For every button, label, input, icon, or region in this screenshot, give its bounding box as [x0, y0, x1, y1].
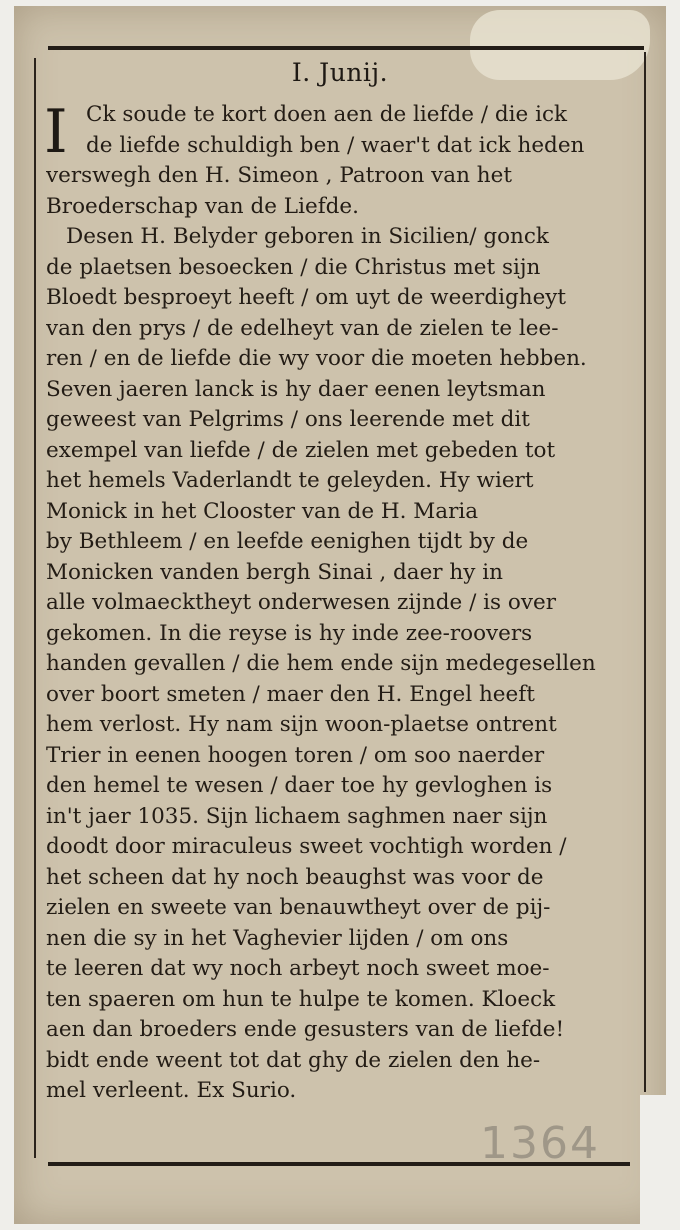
- frame-right-rule: [644, 52, 646, 1092]
- text-line: verswegh den H. Simeon , Patroon van het: [46, 163, 513, 188]
- text-line: handen gevallen / die hem ende sijn medegesellen: [46, 651, 596, 676]
- text-line: den hemel te wesen / daer toe hy gevloghen is: [46, 773, 553, 798]
- text-line: Bloedt besproeyt heeft / om uyt de weerdigheyt: [46, 285, 567, 310]
- text-line: Monicken vanden bergh Sinai , daer hy in: [46, 559, 503, 585]
- text-line: van den prys / de edelheyt van de zielen te lee-: [46, 315, 559, 341]
- drop-cap: I: [44, 97, 68, 167]
- text-line: Desen H. Belyder geboren in Sicilien/ gonck: [66, 224, 549, 249]
- text-line: Ck soude te kort doen aen de liefde / die ick: [86, 102, 568, 127]
- text-line: mel verleent. Ex Surio.: [46, 1078, 297, 1103]
- text-line: ren / en de liefde die wy voor die moeten hebben.: [46, 346, 587, 371]
- torn-corner: [640, 1095, 680, 1225]
- text-line: over boort smeten / maer den H. Engel heeft: [46, 681, 535, 707]
- date-heading: I. Junij.: [291, 58, 389, 87]
- pencil-inventory-number: 1364: [480, 1118, 600, 1169]
- text-line: aen dan broeders ende gesusters van de liefde!: [46, 1017, 565, 1042]
- text-line: het scheen dat hy noch beaughst was voor de: [46, 864, 544, 890]
- text-line: geweest van Pelgrims / ons leerende met dit: [46, 407, 530, 432]
- text-line: by Bethleem / en leefde eenighen tijdt by de: [46, 529, 529, 554]
- text-line: gekomen. In die reyse is hy inde zee-roovers: [46, 620, 533, 646]
- text-line: het hemels Vaderlandt te geleyden. Hy wiert: [46, 468, 534, 493]
- text-line: exempel van liefde / de zielen met gebeden tot: [46, 437, 556, 463]
- text-line: ten spaeren om hun te hulpe te komen. Kloeck: [46, 986, 556, 1012]
- text-line: bidt ende weent tot dat ghy de zielen den he-: [46, 1047, 541, 1073]
- top-rule: [48, 46, 644, 50]
- body-text: [44, 97, 644, 1107]
- text-line: hem verlost. Hy nam sijn woon-plaetse ontrent: [46, 712, 557, 737]
- frame-left-rule: [34, 58, 36, 1158]
- text-line: Monick in het Clooster van de H. Maria: [46, 498, 479, 524]
- text-line: Seven jaeren lanck is hy daer eenen leytsman: [46, 376, 546, 402]
- text-line: Trier in eenen hoogen toren / om soo naerder: [46, 742, 545, 768]
- text-line: de liefde schuldigh ben / waer't dat ick heden: [86, 132, 585, 158]
- text-line: de plaetsen besoecken / die Christus met sijn: [46, 254, 541, 280]
- text-line: nen die sy in het Vaghevier lijden / om ons: [46, 925, 509, 951]
- text-line: zielen en sweete van benauwtheyt over de pij-: [46, 895, 551, 920]
- text-line: alle volmaecktheyt onderwesen zijnde / is over: [46, 590, 556, 615]
- text-line: Broederschap van de Liefde.: [46, 193, 359, 219]
- text-line: in't jaer 1035. Sijn lichaem saghmen naer sijn: [46, 803, 548, 829]
- text-line: te leeren dat wy noch arbeyt noch sweet moe-: [46, 956, 550, 981]
- text-line: doodt door miraculeus sweet vochtigh worden /: [46, 834, 567, 859]
